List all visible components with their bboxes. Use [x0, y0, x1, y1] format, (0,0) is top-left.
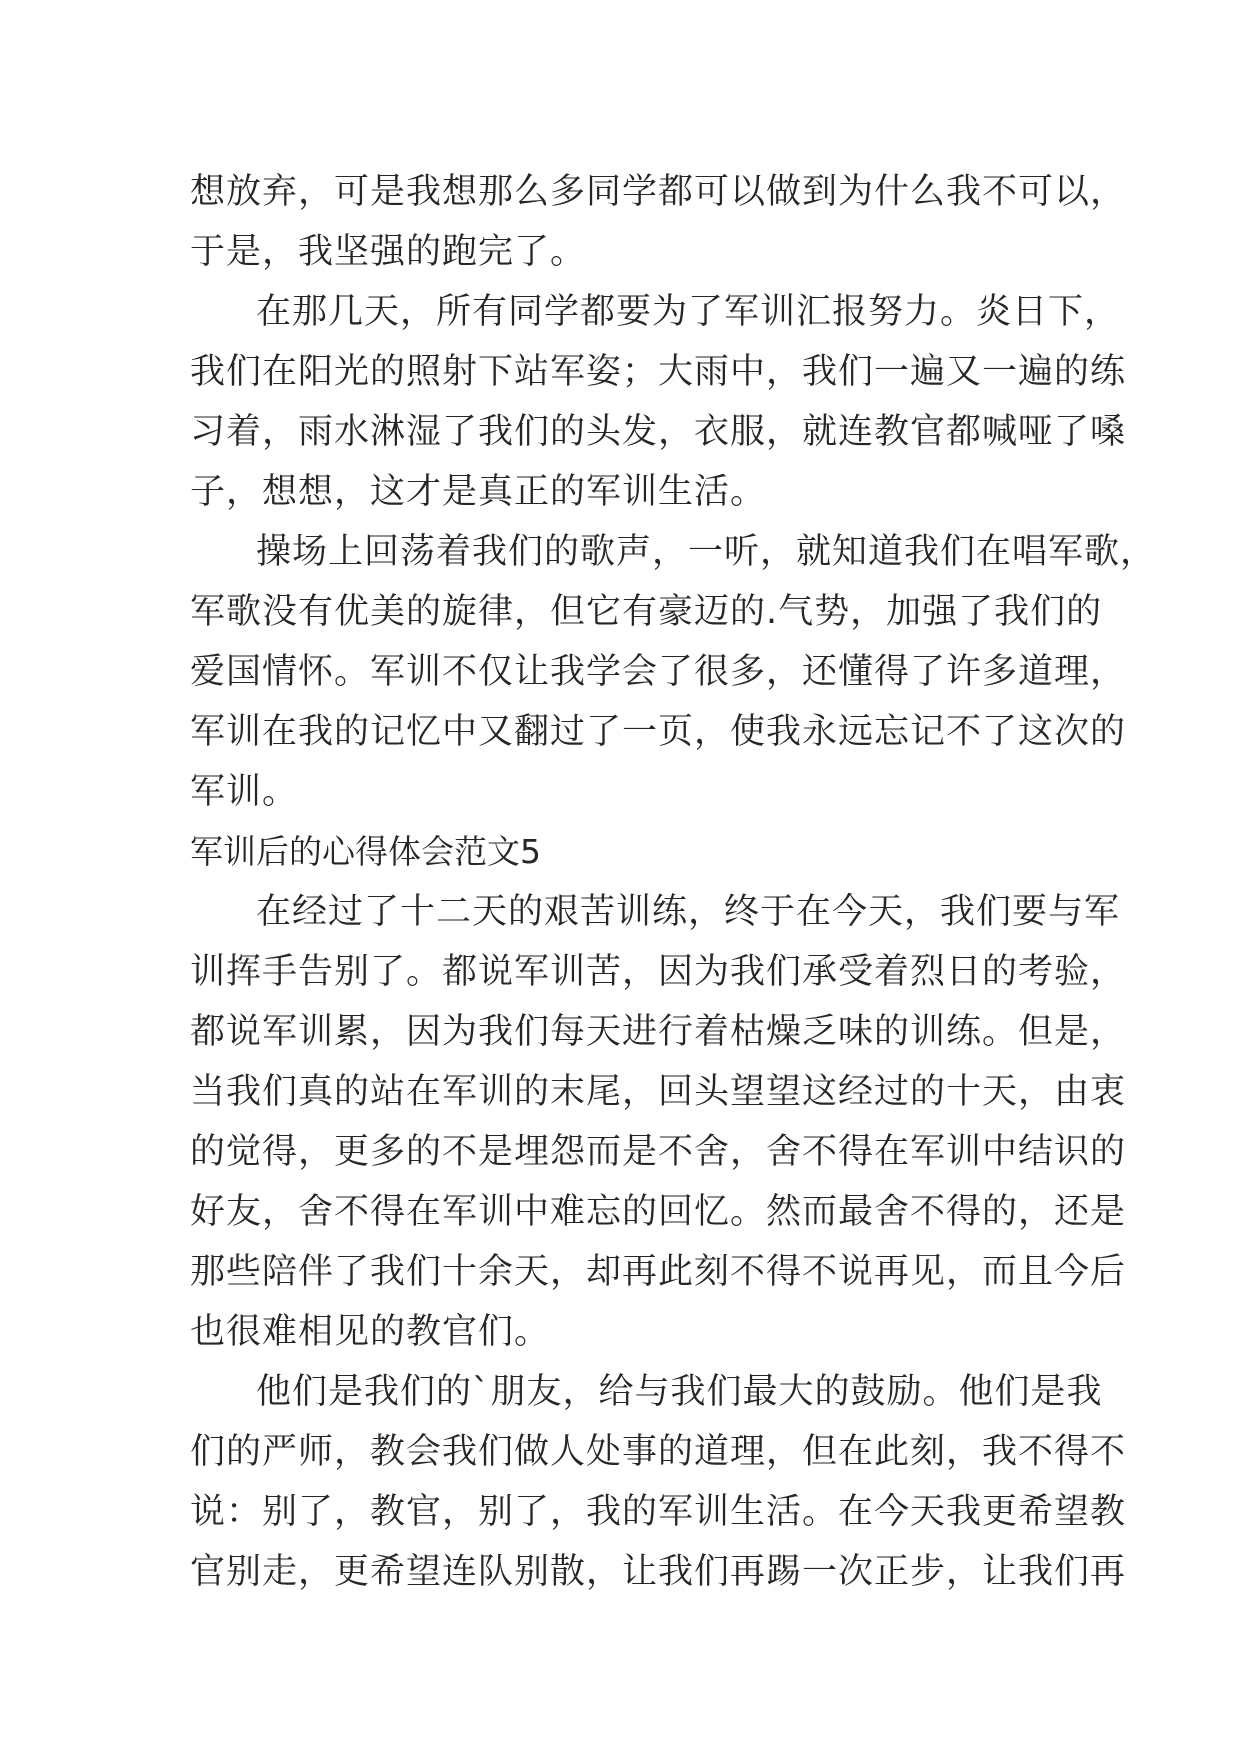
text-line: 习着，雨水淋湿了我们的头发，衣服，就连教官都喊哑了嗓 — [190, 412, 1127, 452]
text-line: 那些陪伴了我们十余天，却再此刻不得不说再见，而且今后 — [190, 1252, 1127, 1292]
text-line: 也很难相见的教官们。 — [190, 1312, 551, 1352]
text-line: 都说军训累，因为我们每天进行着枯燥乏味的训练。但是， — [190, 1012, 1127, 1052]
section-heading: 军训后的心得体会范文5 — [190, 832, 541, 871]
text-line: 我们在阳光的照射下站军姿；大雨中，我们一遍又一遍的练 — [190, 352, 1127, 392]
paragraph-first-line: 操场上回荡着我们的歌声，一听，就知道我们在唱军歌， — [256, 532, 1157, 572]
text-line: 军训。 — [190, 772, 299, 812]
paragraph-first-line: 他们是我们的`朋友，给与我们最大的鼓励。他们是我 — [256, 1372, 1103, 1412]
text-line: 们的严师，教会我们做人处事的道理，但在此刻，我不得不 — [190, 1432, 1127, 1472]
text-line: 爱国情怀。军训不仅让我学会了很多，还懂得了许多道理， — [190, 652, 1127, 692]
text-line: 于是，我坚强的跑完了。 — [190, 232, 587, 272]
text-line: 军训在我的记忆中又翻过了一页，使我永远忘记不了这次的 — [190, 712, 1127, 752]
body-text — [190, 162, 1157, 1602]
text-line: 军歌没有优美的旋律，但它有豪迈的.气势，加强了我们的 — [190, 592, 1103, 632]
text-line: 好友，舍不得在军训中难忘的回忆。然而最舍不得的，还是 — [190, 1192, 1127, 1232]
paragraph-first-line: 在经过了十二天的艰苦训练，终于在今天，我们要与军 — [256, 892, 1121, 932]
text-line: 当我们真的站在军训的末尾，回头望望这经过的十天，由衷 — [190, 1072, 1127, 1112]
text-line: 想放弃，可是我想那么多同学都可以做到为什么我不可以， — [190, 172, 1127, 212]
text-line: 官别走，更希望连队别散，让我们再踢一次正步，让我们再 — [190, 1552, 1127, 1592]
text-line: 子，想想，这才是真正的军训生活。 — [190, 472, 767, 512]
text-line: 说：别了，教官，别了，我的军训生活。在今天我更希望教 — [190, 1492, 1127, 1532]
text-line: 的觉得，更多的不是埋怨而是不舍，舍不得在军训中结识的 — [190, 1132, 1127, 1172]
text-line: 训挥手告别了。都说军训苦，因为我们承受着烈日的考验， — [190, 952, 1127, 992]
paragraph-first-line: 在那几天，所有同学都要为了军训汇报努力。炎日下， — [256, 292, 1121, 332]
